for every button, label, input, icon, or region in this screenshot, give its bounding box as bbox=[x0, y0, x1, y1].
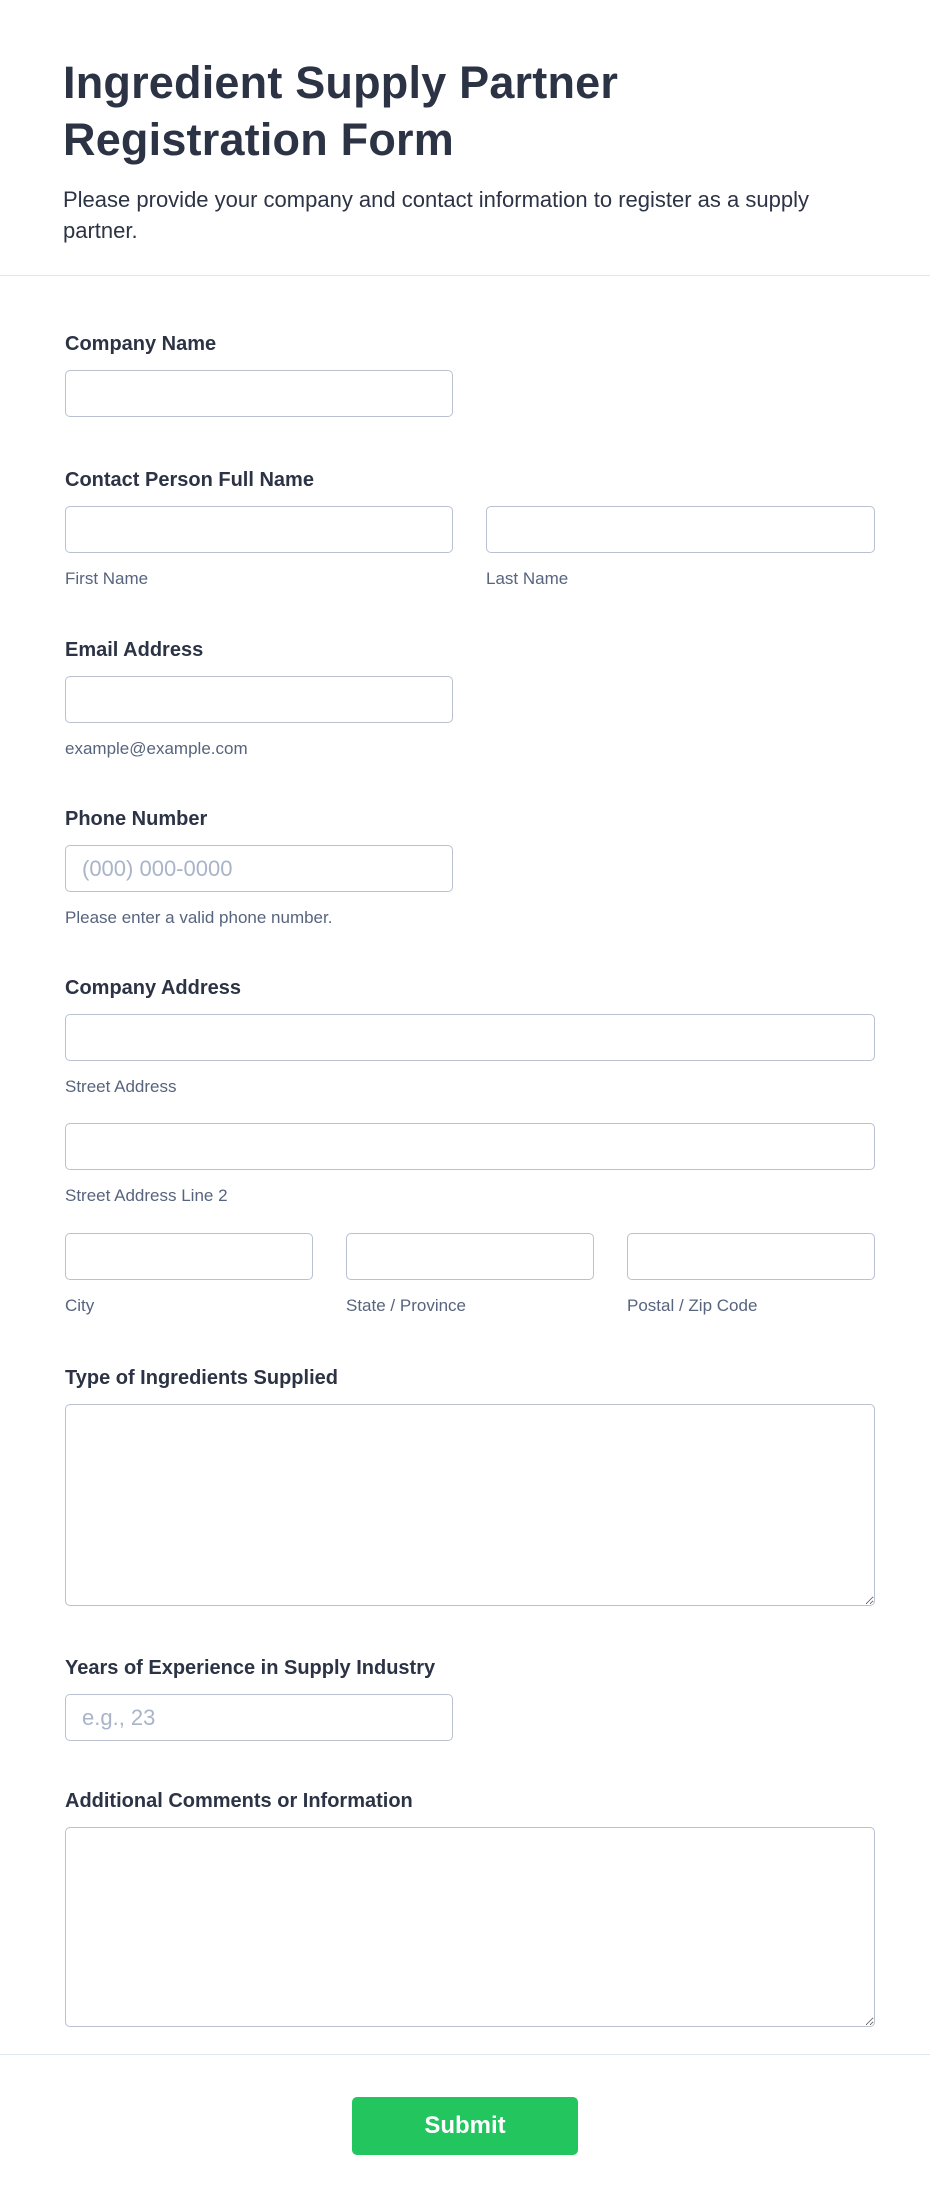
contact-name-field bbox=[65, 468, 875, 589]
city-sublabel: City bbox=[65, 1296, 95, 1315]
comments-textarea[interactable] bbox=[65, 1827, 875, 2027]
email-input[interactable] bbox=[65, 676, 453, 723]
experience-field bbox=[65, 1656, 875, 1741]
form-header bbox=[0, 0, 930, 276]
street-address2-sublabel: Street Address Line 2 bbox=[65, 1186, 228, 1205]
phone-sublabel: Please enter a valid phone number. bbox=[65, 908, 333, 927]
street-address-sublabel: Street Address bbox=[65, 1077, 177, 1096]
last-name-input[interactable] bbox=[486, 506, 875, 553]
contact-name-row bbox=[65, 506, 875, 589]
ingredients-label: Type of Ingredients Supplied bbox=[65, 1367, 338, 1389]
company-name-label: Company Name bbox=[65, 333, 217, 355]
last-name-col bbox=[486, 506, 875, 589]
phone-label: Phone Number bbox=[65, 808, 208, 830]
email-field bbox=[65, 638, 875, 759]
phone-input[interactable] bbox=[65, 845, 453, 892]
contact-name-label: Contact Person Full Name bbox=[65, 469, 314, 491]
phone-field bbox=[65, 807, 875, 928]
company-name-input[interactable] bbox=[65, 370, 453, 417]
company-address-label: Company Address bbox=[65, 977, 241, 999]
first-name-input[interactable] bbox=[65, 506, 453, 553]
first-name-sublabel: First Name bbox=[65, 569, 149, 588]
city-col bbox=[65, 1233, 313, 1316]
experience-input[interactable] bbox=[65, 1694, 453, 1741]
submit-area bbox=[0, 2054, 930, 2206]
email-sublabel: example@example.com bbox=[65, 739, 248, 758]
postal-input[interactable] bbox=[627, 1233, 875, 1280]
form-body bbox=[0, 332, 930, 2027]
state-col bbox=[346, 1233, 594, 1316]
last-name-sublabel: Last Name bbox=[486, 569, 569, 588]
comments-label: Additional Comments or Information bbox=[65, 1790, 413, 1812]
experience-label: Years of Experience in Supply Industry bbox=[65, 1657, 436, 1679]
ingredients-textarea[interactable] bbox=[65, 1404, 875, 1606]
company-name-field bbox=[65, 332, 875, 417]
postal-col bbox=[627, 1233, 875, 1316]
city-state-postal-row bbox=[65, 1233, 875, 1316]
form-subtitle: Please provide your company and contact information to register as a supply partner. bbox=[63, 187, 809, 243]
company-address-field bbox=[65, 976, 875, 1316]
page-title: Ingredient Supply Partner Registration Form bbox=[63, 57, 619, 165]
street-address2-input[interactable] bbox=[65, 1123, 875, 1170]
first-name-col bbox=[65, 506, 453, 589]
city-input[interactable] bbox=[65, 1233, 313, 1280]
street-address-input[interactable] bbox=[65, 1014, 875, 1061]
comments-field bbox=[65, 1789, 875, 2027]
state-sublabel: State / Province bbox=[346, 1296, 467, 1315]
postal-sublabel: Postal / Zip Code bbox=[627, 1296, 758, 1315]
submit-button[interactable]: Submit bbox=[352, 2097, 578, 2155]
state-input[interactable] bbox=[346, 1233, 594, 1280]
ingredients-field bbox=[65, 1366, 875, 1606]
email-label: Email Address bbox=[65, 639, 204, 661]
